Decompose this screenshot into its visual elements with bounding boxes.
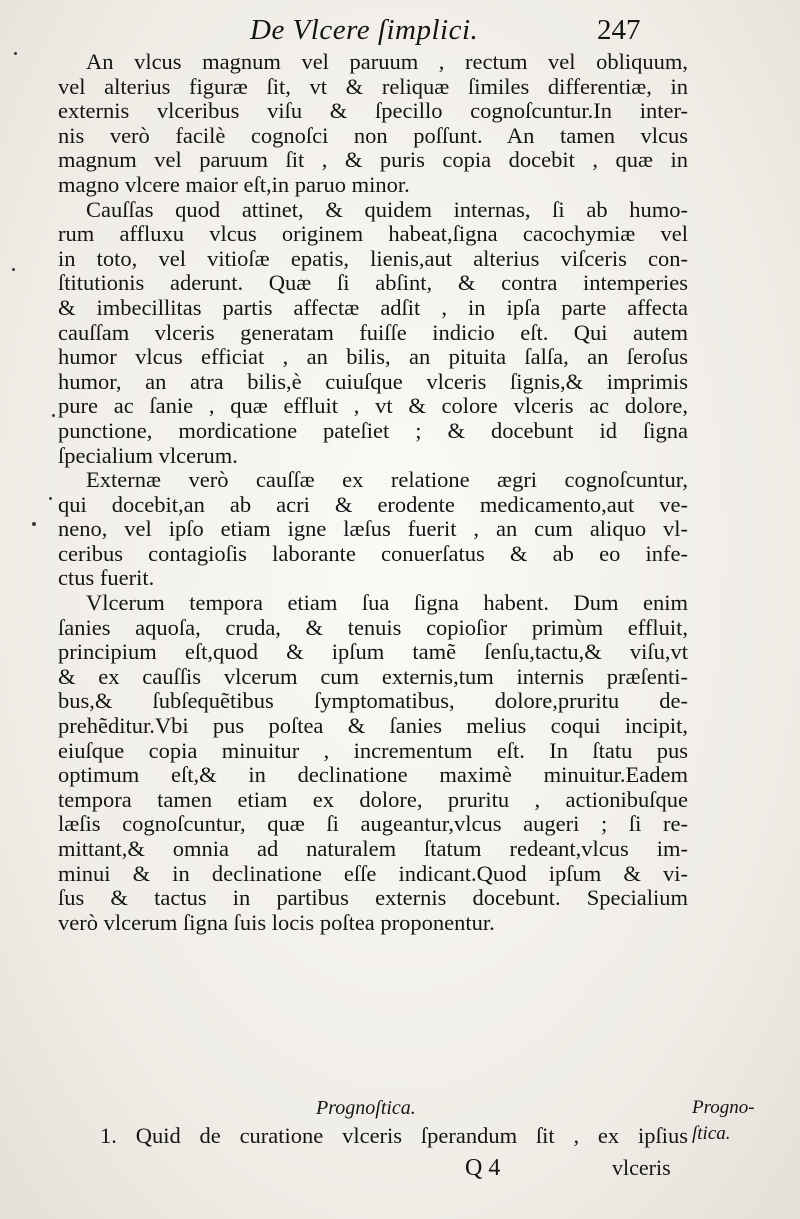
ink-speck: [52, 414, 55, 417]
text-line: An vlcus magnum vel paruum , rectum vel obliquum,: [86, 49, 688, 74]
text-line: bus,& ſubſequẽtibus ſymptomatibus, dolore,pruritu de-: [58, 688, 688, 714]
catchword: vlceris: [612, 1155, 671, 1180]
paragraph: [58, 198, 688, 469]
text-line: ſanies aquoſa, cruda, & tenuis copioſior primùm effluit,: [58, 614, 688, 640]
page-header: [0, 10, 800, 50]
text-line: nis verò facilè cognoſci non poſſunt. An tamen vlcus: [58, 122, 688, 148]
text-line: qui docebit,an ab acri & erodente medicamento,aut ve-: [58, 491, 688, 517]
text-line: ſpecialium vlcerum.: [58, 442, 238, 468]
text-line: & imbecillitas partis affectæ adſit , in ipſa parte affecta: [58, 294, 688, 320]
text-line: ſtitutionis aderunt. Quæ ſi abſint, & contra intemperies: [58, 270, 688, 296]
text-line: læſis cognoſcuntur, quæ ſi augeantur,vlcus augeri ; ſi re-: [58, 811, 688, 837]
text-line: in toto, vel vitioſæ epatis, lienis,aut alterius viſceris con-: [58, 245, 688, 271]
text-line: prehẽditur.Vbi pus poſtea & ſanies melius coqui incipit,: [58, 713, 688, 739]
text-line: principium eſt,quod & ipſum tamẽ ſenſu,tactu,& viſu,vt: [58, 639, 688, 665]
text-line: optimum eſt,& in declinatione maximè minuitur.Eadem: [58, 762, 688, 788]
marginal-note-line: Progno-: [692, 1097, 755, 1118]
marginal-note-line: ſtica.: [692, 1123, 731, 1144]
text-line: externis vlceribus viſu & ſpecillo cognoſcuntur.In inter-: [58, 98, 688, 124]
ink-speck: [49, 497, 52, 500]
text-line: rum affluxu vlcus originem habeat,ſigna cacochymiæ vel: [58, 221, 688, 247]
ink-speck: [32, 522, 36, 526]
numbered-item: 1. Quid de curatione vlceris ſperandum ſit , ex ipſius: [100, 1123, 688, 1148]
text-line: minui & in declinatione eſſe indicant.Quod ipſum & vi-: [58, 860, 688, 886]
page-footer: [0, 1153, 800, 1187]
text-line: magnum vel paruum ſit , & puris copia docebit , quæ in: [58, 147, 688, 173]
text-line: ceribus contagioſis laborante conuerſatus & ab eo infe-: [58, 540, 688, 566]
paragraph: [58, 591, 688, 935]
text-line: mittant,& omnia ad naturalem ſtatum redeant,vlcus im-: [58, 836, 688, 861]
ink-speck: [12, 268, 15, 271]
ink-speck: [14, 52, 17, 55]
text-line: cauſſam vlceris generatam fuiſſe indicio eſt. Qui autem: [58, 319, 688, 345]
text-line: verò vlcerum ſigna ſuis locis poſtea proponentur.: [58, 909, 495, 935]
text-line: Vlcerum tempora etiam ſua ſigna habent. Dum enim: [86, 590, 688, 616]
text-line: magno vlcere maior eſt,in paruo minor.: [58, 171, 410, 197]
body-text: [58, 50, 688, 935]
text-line: & ex cauſſis vlcerum cum externis,tum internis præſenti-: [58, 663, 688, 689]
text-line: neno, vel ipſo etiam igne læſus fuerit , an cum aliquo vl-: [58, 516, 688, 542]
signature-mark: Q 4: [465, 1155, 501, 1181]
text-line: tempora tamen etiam ex dolore, pruritu , actionibuſque: [58, 786, 688, 812]
text-line: pure ac ſanie , quæ effluit , vt & colore vlceris ac dolore,: [58, 393, 688, 419]
text-line: ſus & tactus in partibus externis docebunt. Specialium: [58, 885, 688, 911]
paragraph: [58, 468, 688, 591]
text-line: Cauſſas quod attinet, & quidem internas, ſi ab humo-: [86, 196, 688, 222]
page-number: 247: [597, 14, 641, 46]
text-line: punctione, mordicatione pateſiet ; & docebunt id ſigna: [58, 417, 688, 443]
text-line: vel alterius figuræ ſit, vt & reliquæ ſimiles differentiæ, in: [58, 73, 688, 99]
paragraph: [58, 50, 688, 198]
text-line: humor, an atra bilis,è cuiuſque vlceris ſignis,& imprimis: [58, 368, 688, 394]
text-line: Externæ verò cauſſæ ex relatione ægri cognoſcuntur,: [86, 467, 688, 493]
text-line: ctus fuerit.: [58, 565, 155, 591]
text-line: humor vlcus efficiat , an bilis, an pituita ſalſa, an ſeroſus: [58, 344, 688, 370]
text-line: eiuſque copia minuitur , incrementum eſt. In ſtatu pus: [58, 737, 688, 763]
marginal-note: [692, 1095, 755, 1147]
running-title: De Vlcere ſimplici.: [250, 14, 479, 46]
section-heading: Prognoſtica.: [316, 1097, 416, 1119]
